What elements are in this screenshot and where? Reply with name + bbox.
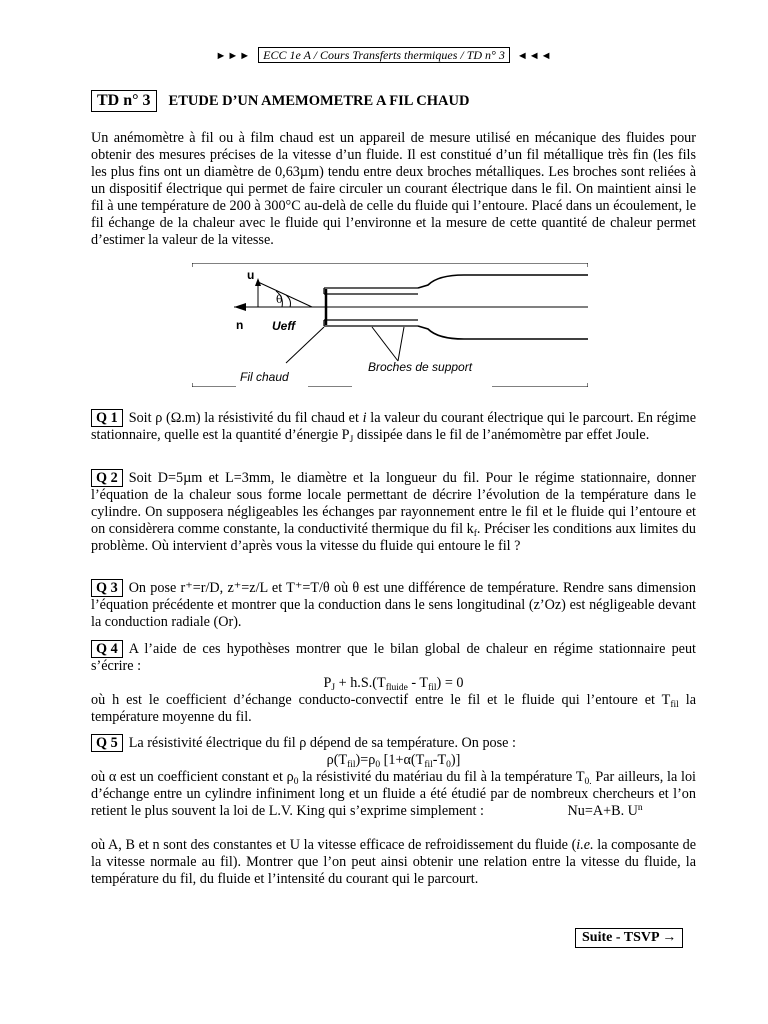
next-page-note: Suite - TSVP → [575,928,683,948]
header-left-arrows: ►►► [215,50,252,62]
q5-label: Q 5 [91,734,123,752]
question-4: Q 4 A l’aide de ces hypothèses montrer que le bilan global de chaleur en régime stationnaire peut s’écrire : $P_J + h.S.(T_{fluide} - T_{fil}) = 0$ où h est le coefficient d’échange conducto-convectif entre le fil et le fluide qui l’entoure et $T_{fil}$ la température moyenne du fil. [91,641,697,725]
question-3: Q 3 On pose r⁺=r/D, z⁺=z/L et T⁺=T/θ où θ est une différence de température. Rendre sans dimension l’équation précédente et montrer que la conduction dans le sens longitudinal (z’Oz) est négligeable devant la conduction radiale (Or). [91,580,696,630]
q1-label: Q 1 [91,409,123,427]
n-arrowhead [234,303,246,311]
q3-label: Q 3 [91,579,123,597]
q2-label: Q 2 [91,469,123,487]
fil-chaud-label: Fil chaud [240,370,289,384]
ueff-label: Ueff [272,319,296,333]
question-2: Q 2 Soit D=5µm et L=3mm, le diamètre et la longueur du fil. Pour le régime stationnaire, donner l’équation de la chaleur sous forme locale permettant de décrire l’évolution de la température dans le cylindre. On supposera négligeables les échanges par rayonnement entre le fil et le fluide qui l’entoure et on considèrera comme constante, la conductivité thermique du fil $k_f$. Préciser les conditions aux limites du problème. Où intervient d’après vous la vitesse du fluide qui entoure le fil ? [91,470,697,554]
q4-equation: $P_J + h.S.(T_{fluide} - T_{fil}) = 0$ [323,675,464,693]
n-label: n [236,318,244,332]
question-1: Q 1 Soit ρ (Ω.m) la résistivité du fil chaud et i la valeur du courant électrique qui le parcourt. En régime stationnaire, quelle est la quantité d’énergie $P_J$ dissipée dans le fil de l’anémomètre par effet Joule. [91,410,697,445]
q5-equation: $\rho(T_{fil})=\rho_0$ $[1+\alpha(T_{fil}-T_0)]$ [326,752,461,770]
u-label: u [247,268,255,282]
king-law: Nu=A+B. $U^n$ [567,803,643,819]
running-header [0,47,768,63]
broches-leader-1 [372,327,398,361]
q4-label: Q 4 [91,640,123,658]
header-right-arrows: ◄◄◄ [516,50,553,62]
question-5: Q 5 La résistivité électrique du fil ρ dépend de sa température. On pose : $\rho(T_{fil})=\rho_0$ $[1+\alpha(T_{fil}-T_0)]$ où α est un coefficient constant et $\rho_0$ la résistivité du matériau du fil à la température $T_{0.}$ Par ailleurs, la loi d’échange entre un cylindre infiniment long et un fluide a été étudié par de nombreux chercheurs et l’on retient le plus souvent la loi de L.V. King qui s’exprime simplement : Nu=A+B. $U^n$ où A, B et n sont des constantes et U la vitesse efficace de refroidissement du fluide (i.e. la composante de la vitesse normale au fil). Montrer que l’on peut ainsi obtenir une relation entre la vitesse du fluide, la température du fil, du fluide et l’intensité du courant qui le parcourt. [91,735,696,887]
broches-label: Broches de support [368,360,473,374]
ueff-vector [258,282,312,307]
broches-leader-2 [398,327,404,361]
td-number-box: TD n° 3 [91,90,157,112]
intro-paragraph: Un anémomètre à fil ou à film chaud est un appareil de mesure utilisé en mécanique des fluides pour obtenir des mesures précises de la vitesse d’un fluide. Il est constitué d’un fil métallique très fin (les fils les plus fins ont un diamètre de 0,63µm) tendu entre deux broches métalliques. Les broches sont reliées à un dispositif électrique qui permet de faire circuler un courant électrique dans le fil. On maintient ainsi le fil à une température de 200 à 300°C au-delà de celle du fluide qui l’entoure. Placé dans un écoulement, le fil échange de la chaleur avec le fluide qui l’environne et la mesure de cette quantité de chaleur permet d’estimer la valeur de la vitesse. [91,130,696,248]
hot-wire-probe-figure [192,263,588,387]
theta-label: θ [276,293,283,306]
document-title [91,90,469,112]
header-course-label: ECC 1e A / Cours Transferts thermiques / TD n° 3 [258,47,510,63]
title-text: ETUDE D’UN AMEMOMETRE A FIL CHAUD [168,92,470,109]
